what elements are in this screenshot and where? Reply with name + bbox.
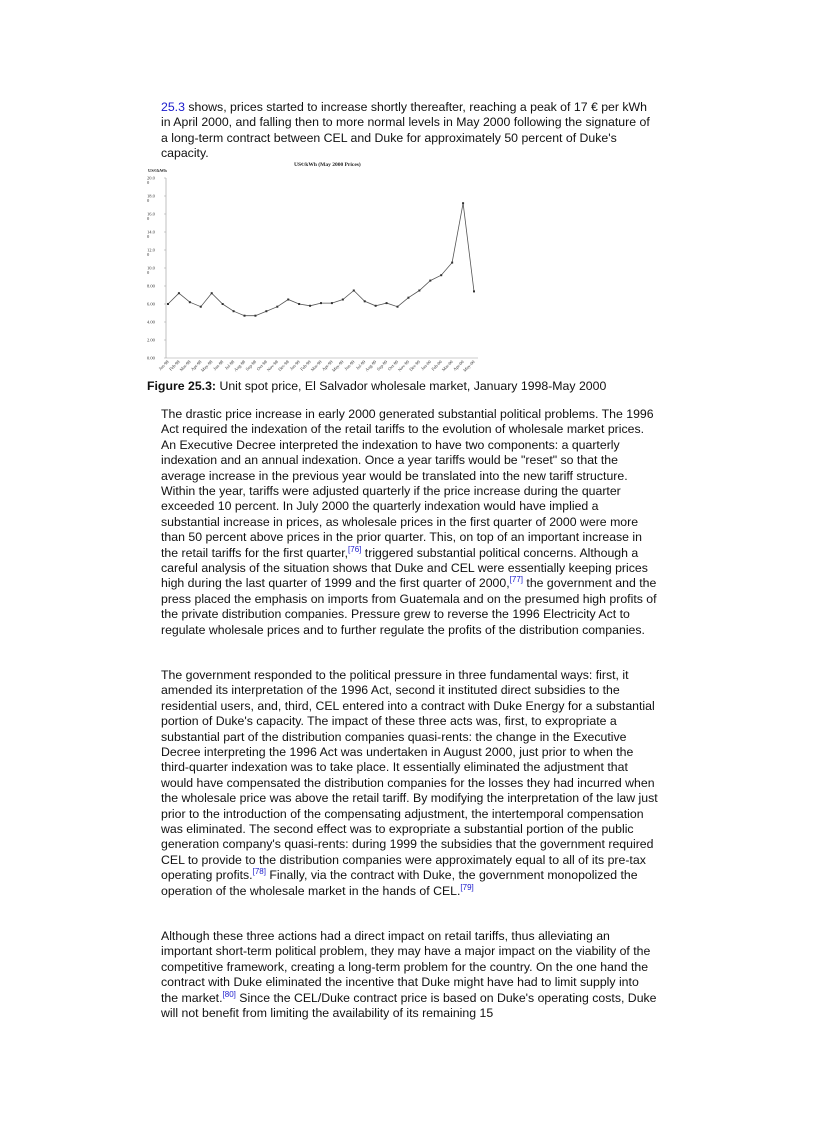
footnote-link-79[interactable]: [79] <box>460 882 474 892</box>
paragraph-text: The government responded to the political pressure in three fundamental ways: first, it amended its interpretation of the 1996 Act, second it instituted direct subsidies to the residential users, and, third, CEL entered into a contract with Duke Energy for a substantial portion of Duke's capacity. The impact of these three acts was, first, to expropriate a substantial part of the distribution companies quasi-rents: the change in the Executive Decree interpreting the 1996 Act was undertaken in August 2000, just prior to when the third-quarter indexation was to take place. It essentially eliminated the adjustment that would have compensated the distribution companies for the losses they had incurred when the wholesale price was above the retail tariff. By modifying the interpretation of the law just prior to the introduction of the compensating adjustment, the intertemporal compensation was eliminated. The second effect was to expropriate a substantial portion of the public generation company's quasi-rents: during 1999 the subsidies that the government required CEL to provide to the distribution companies were approximately equal to all of its pre-tax operating profits. <box>161 668 658 883</box>
data-point <box>320 302 322 304</box>
data-point <box>375 305 377 307</box>
x-tick-label: Mar-99 <box>309 359 323 373</box>
data-point <box>167 303 169 305</box>
y-tick-label: 4.00 <box>147 319 155 325</box>
paragraph-text: triggered substantial political concerns. Although a careful analysis of the situation shows that Duke and CEL were essentially keeping prices high during the last quarter of 1999 and the first quarter of 2000, <box>161 545 648 591</box>
data-point <box>473 290 475 292</box>
price-series-line <box>168 203 474 316</box>
x-tick-label: Oct-98 <box>255 359 269 372</box>
figure-caption <box>147 379 606 394</box>
y-tick-label: 0 <box>147 180 150 185</box>
y-axis-unit-label: US¢/kWh <box>148 168 167 173</box>
x-tick-label: Feb-98 <box>168 359 181 372</box>
data-point <box>407 297 409 299</box>
data-point <box>254 315 256 317</box>
x-tick-label: May-99 <box>330 359 345 373</box>
x-axis-ticks <box>158 359 477 373</box>
paragraph-text: Finally, via the contract with Duke, the government monopolized the operation of the wholesale market in the hands of CEL. <box>161 868 638 898</box>
data-point <box>353 290 355 292</box>
x-tick-label: May-98 <box>199 359 214 373</box>
y-tick-label: 0 <box>147 270 150 275</box>
x-tick-label: Apr-00 <box>452 359 465 372</box>
data-point <box>462 202 464 204</box>
y-tick-label: 2.00 <box>147 337 155 343</box>
footnote-link-80[interactable]: [80] <box>222 989 236 999</box>
x-tick-label: Dec-98 <box>277 359 290 373</box>
y-tick-label: 0 <box>147 216 150 221</box>
paragraph-government-response <box>161 668 659 899</box>
chart-title: US¢/kWh (May 2000 Prices) <box>294 162 361 168</box>
data-point <box>429 280 431 282</box>
y-tick-label: 14.0 <box>147 229 155 235</box>
y-tick-label: 20.0 <box>147 175 155 181</box>
data-point <box>276 306 278 308</box>
x-tick-label: Oct-99 <box>386 359 400 372</box>
x-tick-label: Jun-98 <box>212 359 225 372</box>
y-tick-label: 0.00 <box>147 355 155 361</box>
x-tick-label: Sep-99 <box>375 359 389 372</box>
data-point <box>222 303 224 305</box>
paragraph-text: The drastic price increase in early 2000 generated substantial political problems. The 1996 Act required the indexation of the retail tariffs to the evolution of wholesale market prices. An Executive Decree interpreted the indexation to have two components: a quarterly indexation and an annual indexation. Once a year tariffs would be "reset" so that the average increase in the previous year would be translated into the new tariff structure. Within the year, tariffs were adjusted quarterly if the price increase during the quarter exceeded 10 percent. In July 2000 the quarterly indexation would have implied a substantial increase in prices, as wholesale prices in the first quarter of 2000 were more than 50 percent above prices in the prior quarter. This, on top of an important increase in the retail tariffs for the first quarter, <box>161 407 654 560</box>
data-point <box>211 292 213 294</box>
x-tick-label: Apr-98 <box>189 359 203 372</box>
data-point <box>364 300 366 302</box>
data-point <box>397 306 399 308</box>
data-point <box>287 299 289 301</box>
footnote-link-76[interactable]: [76] <box>348 544 362 554</box>
x-tick-label: Feb-00 <box>430 359 443 372</box>
data-point <box>298 303 300 305</box>
x-tick-label: Dec-99 <box>408 359 422 373</box>
x-tick-label: Apr-99 <box>320 359 334 372</box>
y-tick-label: 16.0 <box>147 211 155 217</box>
data-point <box>440 274 442 276</box>
figure-caption-text: Unit spot price, El Salvador wholesale market, January 1998-May 2000 <box>216 379 607 393</box>
data-point <box>178 292 180 294</box>
paragraph-long-term-impact <box>161 929 659 1021</box>
data-point <box>451 262 453 264</box>
intro-paragraph <box>161 100 659 162</box>
footnote-link-77[interactable]: [77] <box>509 575 523 585</box>
data-point <box>331 302 333 304</box>
x-tick-label: Jan-98 <box>157 359 170 372</box>
x-tick-label: Feb-99 <box>299 359 312 372</box>
x-tick-label: Mar-00 <box>440 359 454 373</box>
y-tick-label: 6.00 <box>147 301 155 307</box>
x-tick-label: Nov-99 <box>396 359 411 373</box>
x-tick-label: Aug-99 <box>364 359 378 373</box>
x-tick-label: Jan-99 <box>288 359 301 372</box>
figure-caption-label: Figure 25.3: <box>147 379 217 393</box>
price-series-points <box>167 202 475 317</box>
x-tick-label: Jan-00 <box>419 359 432 372</box>
y-tick-label: 0 <box>147 252 150 257</box>
spot-price-chart <box>144 160 484 378</box>
paragraph-text: the government and the press placed the emphasis on imports from Guatemala and on the presumed high profits of the private distribution companies. Pressure grew to reverse the 1996 Electricity Act to regulate wholesale prices and to further regulate the profits of the distribution companies. <box>161 576 657 637</box>
x-tick-label: Jun-99 <box>343 359 356 372</box>
y-tick-label: 12.0 <box>147 247 155 253</box>
x-tick-label: May-00 <box>462 359 476 373</box>
x-tick-label: Nov-98 <box>265 359 279 373</box>
paragraph-price-increase <box>161 407 659 638</box>
data-point <box>233 310 235 312</box>
data-point <box>386 302 388 304</box>
data-point <box>265 310 267 312</box>
x-tick-label: Jul-98 <box>223 359 236 371</box>
x-tick-label: Aug-98 <box>232 359 247 373</box>
x-tick-label: Jul-99 <box>354 359 367 371</box>
x-tick-label: Sep-98 <box>244 359 258 372</box>
footnote-link-78[interactable]: [78] <box>252 867 266 877</box>
paragraph-text: Since the CEL/Duke contract price is based on Duke's operating costs, Duke will not benefit from limiting the availability of its remaining 15 <box>161 990 657 1021</box>
y-tick-label: 0 <box>147 234 150 239</box>
data-point <box>342 299 344 301</box>
y-tick-label: 8.00 <box>147 283 155 289</box>
y-tick-label: 0 <box>147 198 150 203</box>
y-tick-label: 10.0 <box>147 265 155 271</box>
paragraph-text: Although these three actions had a direct impact on retail tariffs, thus alleviating an important short-term political problem, they may have a major impact on the viability of the competitive framework, creating a long-term problem for the country. On the one hand the contract with Duke eliminated the incentive that Duke might have had to limit supply into the market. <box>161 929 651 1005</box>
data-point <box>309 305 311 307</box>
intro-text: shows, prices started to increase shortly thereafter, reaching a peak of 17 € per kWh in April 2000, and falling then to more normal levels in May 2000 following the signature of a long-term contract between CEL and Duke for approximately 50 percent of Duke's capacity. <box>161 100 650 161</box>
data-point <box>418 290 420 292</box>
data-point <box>200 306 202 308</box>
data-point <box>244 315 246 317</box>
figure-reference-link[interactable]: 25.3 <box>161 100 185 114</box>
data-point <box>189 301 191 303</box>
x-tick-label: Mar-98 <box>178 359 192 373</box>
y-tick-label: 18.0 <box>147 193 155 199</box>
y-axis-ticks <box>147 176 166 361</box>
